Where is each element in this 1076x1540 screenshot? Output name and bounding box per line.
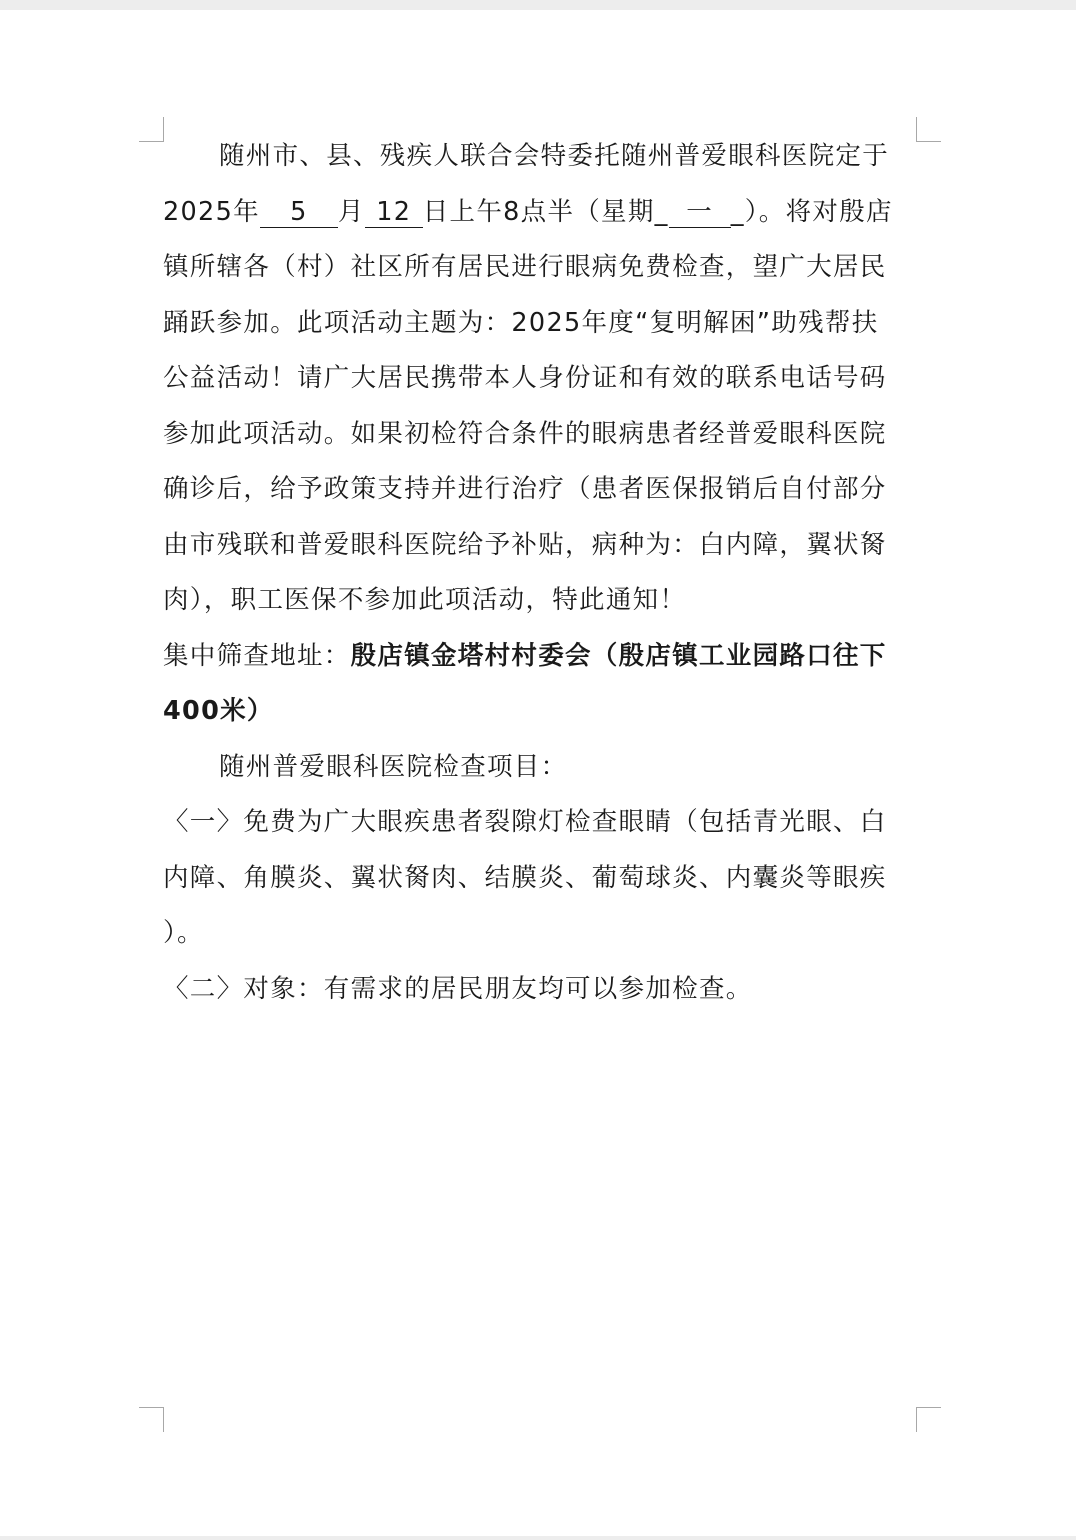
margin-corner-bottom-right bbox=[916, 1407, 941, 1432]
notice-line-6: 参加此项活动。如果初检符合条件的眼病患者经普爱眼科医院 bbox=[163, 418, 887, 449]
items-title: 随州普爱眼科医院检查项目： bbox=[219, 751, 568, 782]
notice-line-3: 镇所辖各（村）社区所有居民进行眼病免费检查，望广大居民 bbox=[163, 252, 887, 282]
notice-line-7: 确诊后，给予政策支持并进行治疗（患者医保报销后自付部分 bbox=[163, 474, 887, 504]
notice-line-2 bbox=[163, 185, 919, 241]
notice-line-9: 肉），职工医保不参加此项活动，特此通知！ bbox=[163, 585, 687, 615]
document-body bbox=[163, 129, 919, 1017]
address-value: 殷店镇金塔村村委会（殷店镇工业园路口往下 bbox=[350, 640, 887, 671]
notice-line-5: 公益活动！请广大居民携带本人身份证和有效的联系电话号码 bbox=[163, 363, 887, 393]
address-label: 集中筛查地址： bbox=[163, 640, 351, 671]
item-2-line-1: 〈二〉对象：有需求的居民朋友均可以参加检查。 bbox=[163, 973, 753, 1004]
after-weekday-text: _）。将对殷店 bbox=[730, 196, 893, 227]
margin-corner-top-left bbox=[139, 117, 164, 142]
margin-corner-top-right bbox=[916, 117, 941, 142]
month-blank: 5 bbox=[260, 197, 338, 228]
item-1-line-1: 〈一〉免费为广大眼疾患者裂隙灯检查眼睛（包括青光眼、白 bbox=[163, 807, 887, 837]
day-blank: 12 bbox=[365, 197, 423, 228]
address-line-2: 400米） bbox=[163, 696, 274, 726]
weekday-blank: 一 bbox=[669, 197, 731, 228]
year: 2025年 bbox=[163, 196, 260, 227]
address-line-1 bbox=[163, 629, 919, 685]
month-unit: 月 bbox=[337, 196, 365, 227]
item-1-line-3: ）。 bbox=[163, 918, 204, 948]
margin-corner-bottom-left bbox=[139, 1407, 164, 1432]
notice-line-8: 由市残联和普爱眼科医院给予补贴，病种为：白内障，翼状胬 bbox=[163, 529, 887, 560]
notice-line-4: 踊跃参加。此项活动主题为：2025年度“复明解困”助残帮扶 bbox=[163, 307, 879, 338]
time-text: 日上午8点半（星期_ bbox=[422, 196, 669, 227]
notice-line-1: 随州市、县、残疾人联合会特委托随州普爱眼科医院定于 bbox=[219, 141, 890, 171]
item-1-line-2: 内障、角膜炎、翼状胬肉、结膜炎、葡萄球炎、内囊炎等眼疾 bbox=[163, 862, 887, 893]
